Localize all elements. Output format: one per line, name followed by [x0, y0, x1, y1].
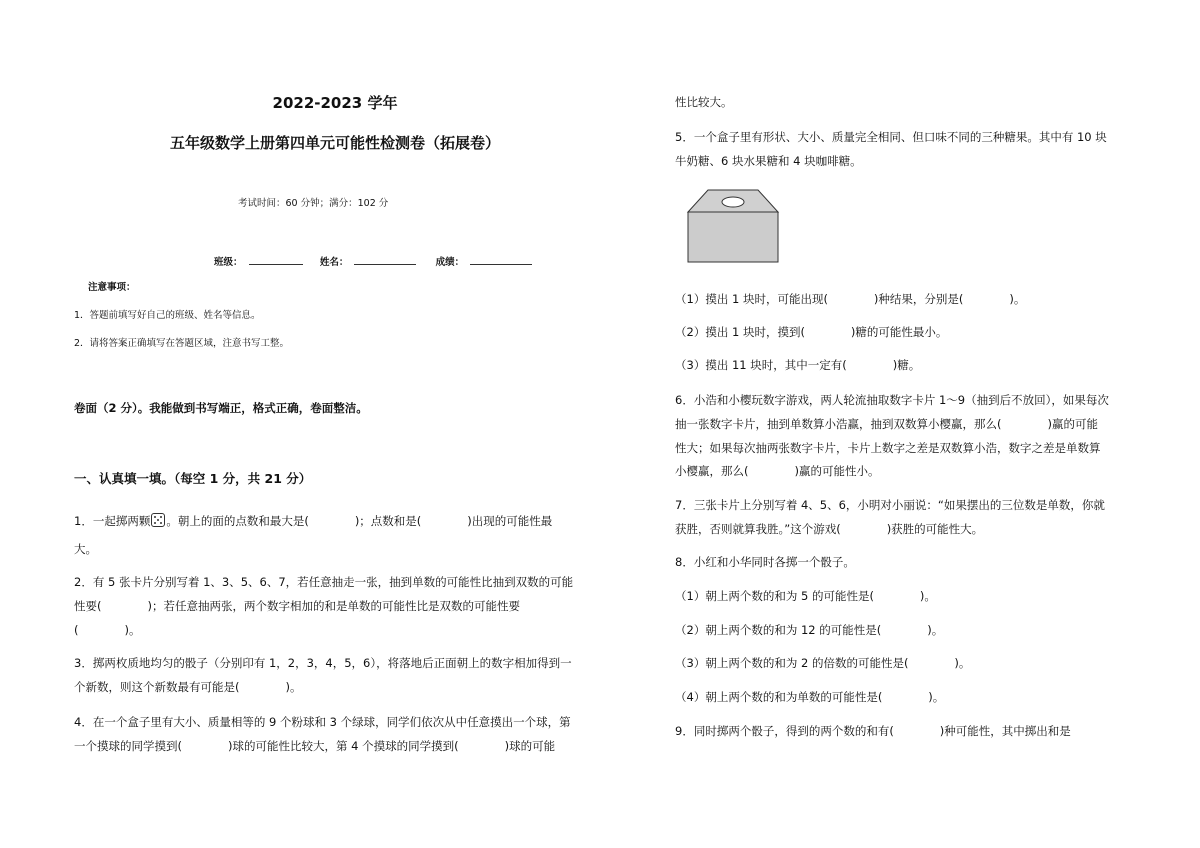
- score-field[interactable]: [470, 252, 532, 265]
- q1-text-pre: 1．一起掷两颗: [74, 514, 151, 528]
- q6-line-2: 抽一张数字卡片，抽到单数算小浩赢，抽到双数算小樱赢，那么( )赢的可能: [675, 417, 1098, 431]
- info-fields: [214, 252, 538, 271]
- q9-line-1: 9．同时掷两个骰子，得到的两个数的和有( )种可能性，其中掷出和是: [675, 724, 1071, 738]
- q2-line-1: 2．有 5 张卡片分别写着 1、3、5、6、7，若任意抽走一张，抽到单数的可能性比抽到双数的可能: [74, 575, 574, 589]
- name-label: 姓名：: [319, 257, 349, 268]
- candy-box-image: [686, 188, 780, 264]
- q8-line: 8．小红和小华同时各掷一个骰子。: [675, 555, 855, 569]
- exam-title: 五年级数学上册第四单元可能性检测卷（拓展卷）: [169, 134, 500, 152]
- notes-item-1: 1．答题前填写好自己的班级、姓名等信息。: [74, 310, 261, 321]
- q3-line-1: 3．掷两枚质地均匀的骰子（分别印有 1，2，3，4，5，6），将落地后正面朝上的数字相加得到一: [74, 656, 572, 670]
- class-label: 班级：: [214, 257, 243, 268]
- q5-sub-3: （3）摸出 11 块时，其中一定有( )糖。: [675, 358, 921, 372]
- q5-sub-2: （2）摸出 1 块时，摸到( )糖的可能性最小。: [675, 325, 948, 339]
- class-field[interactable]: [249, 252, 303, 265]
- q4-line-1: 4．在一个盒子里有大小、质量相等的 9 个粉球和 3 个绿球，同学们依次从中任意摸出一个球，第: [74, 715, 571, 729]
- q3-line-2: 个新数，则这个新数最有可能是( )。: [74, 680, 302, 694]
- dice-icon: [151, 513, 165, 527]
- section-1-heading: 一、认真填一填。（每空 1 分，共 21 分）: [74, 471, 312, 486]
- notes-heading: 注意事项：: [88, 282, 136, 293]
- q4-line-3: 性比较大。: [675, 95, 733, 109]
- q6-line-1: 6．小浩和小樱玩数字游戏，两人轮流抽取数字卡片 1～9（抽到后不放回），如果每次: [675, 393, 1109, 407]
- q2-line-2: 性要( )；若任意抽两张，两个数字相加的和是单数的可能性比是双数的可能性要: [74, 599, 520, 613]
- neatness-line: 卷面（2 分）。我能做到书写端正，格式正确，卷面整洁。: [74, 401, 368, 415]
- q4-line-2: 一个摸球的同学摸到( )球的可能性比较大，第 4 个摸球的同学摸到( )球的可能: [74, 739, 556, 753]
- q6-line-3: 性大；如果每次抽两张数字卡片，卡片上数字之差是双数算小浩，数字之差是单数算: [675, 441, 1101, 455]
- notes-item-2: 2．请将答案正确填写在答题区域，注意书写工整。: [74, 338, 290, 349]
- exam-year: 2022-2023 学年: [272, 94, 398, 112]
- q5-sub-1: （1）摸出 1 块时，可能出现( )种结果，分别是( )。: [675, 292, 1026, 306]
- q1-text-post: 。朝上的面的点数和最大是( )；点数和是( )出现的可能性最: [166, 514, 553, 528]
- score-label: 成绩：: [435, 257, 465, 268]
- name-field[interactable]: [354, 252, 416, 265]
- q7-line-1: 7．三张卡片上分别写着 4、5、6，小明对小丽说：“如果摆出的三位数是单数，你就: [675, 498, 1105, 512]
- q8-sub-3: （3）朝上两个数的和为 2 的倍数的可能性是( )。: [675, 656, 971, 670]
- q5-line-2: 牛奶糖、6 块水果糖和 4 块咖啡糖。: [675, 154, 862, 168]
- q8-sub-2: （2）朝上两个数的和为 12 的可能性是( )。: [675, 623, 944, 637]
- q8-sub-1: （1）朝上两个数的和为 5 的可能性是( )。: [675, 589, 936, 603]
- q1-line-1: [74, 513, 552, 529]
- q7-line-2: 获胜，否则就算我胜。”这个游戏( )获胜的可能性大。: [675, 522, 984, 536]
- q2-line-3: ( )。: [74, 623, 141, 637]
- q6-line-4: 小樱赢，那么( )赢的可能性小。: [675, 464, 880, 478]
- q1-line-2: 大。: [74, 542, 97, 556]
- exam-info: 考试时间：60 分钟；满分：102 分: [238, 198, 389, 209]
- q5-line-1: 5．一个盒子里有形状、大小、质量完全相同、但口味不同的三种糖果。其中有 10 块: [675, 130, 1107, 144]
- q8-sub-4: （4）朝上两个数的和为单数的可能性是( )。: [675, 690, 945, 704]
